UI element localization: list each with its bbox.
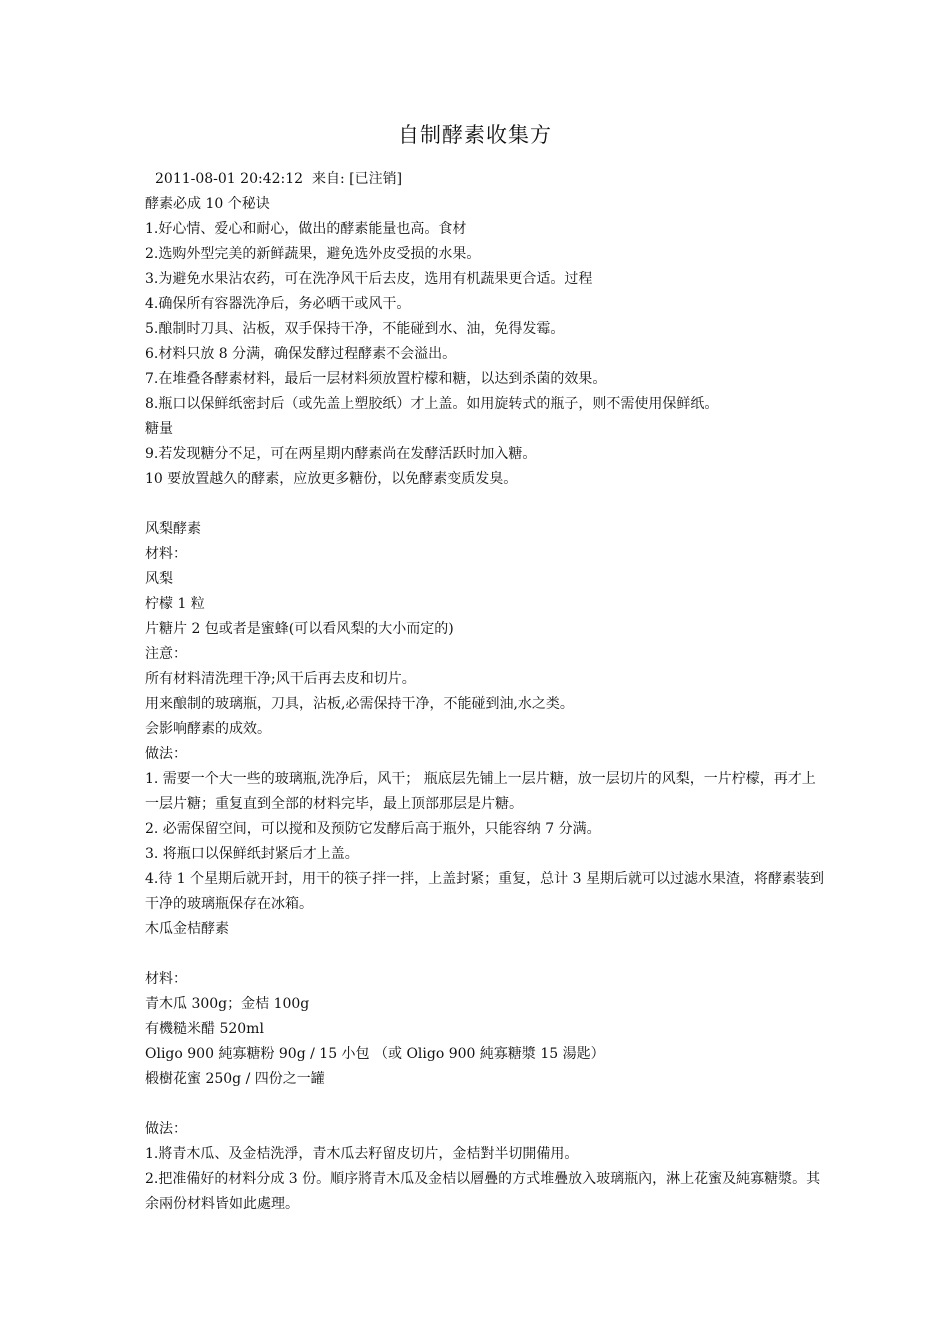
papaya-material: 椴樹花蜜 250g / 四份之一罐 xyxy=(145,1071,325,1087)
spacer xyxy=(145,1092,825,1117)
pineapple-material: 风梨 xyxy=(145,571,173,587)
pineapple-heading: 风梨酵素 xyxy=(145,521,201,537)
papaya-step: 1.將青木瓜、及金桔洗淨，青木瓜去籽留皮切片，金桔對半切開備用。 xyxy=(145,1146,579,1162)
secret-item: 9.若发现糖分不足，可在两星期内酵素尚在发酵活跃时加入糖。 xyxy=(145,446,537,462)
pineapple-note: 会影响酵素的成效。 xyxy=(145,721,271,737)
papaya-material: 青木瓜 300g；金桔 100g xyxy=(145,996,310,1012)
secret-item: 3.为避免水果沾农药，可在洗净风干后去皮，选用有机蔬果更合适。过程 xyxy=(145,271,593,287)
pineapple-step: 2. 必需保留空间，可以搅和及预防它发酵后高于瓶外，只能容纳 7 分满。 xyxy=(145,821,601,837)
pineapple-materials-label: 材料： xyxy=(145,546,187,562)
papaya-method-label: 做法： xyxy=(145,1121,187,1137)
secret-item: 4.确保所有容器洗净后，务必晒干或风干。 xyxy=(145,296,411,312)
document-body xyxy=(145,167,825,1217)
papaya-material: Oligo 900 純寡糖粉 90g / 15 小包 （或 Oligo 900 純寡糖漿 15 湯匙） xyxy=(145,1046,605,1062)
secret-item: 6.材料只放 8 分满，确保发酵过程酵素不会溢出。 xyxy=(145,346,457,362)
secret-item: 1.好心情、爱心和耐心，做出的酵素能量也高。食材 xyxy=(145,221,467,237)
pineapple-material: 柠檬 1 粒 xyxy=(145,596,205,612)
secret-item: 糖量 xyxy=(145,421,173,437)
pineapple-step: 3. 将瓶口以保鲜纸封紧后才上盖。 xyxy=(145,846,359,862)
post-source: 来自: [已注销] xyxy=(311,171,403,187)
pineapple-material: 片糖片 2 包或者是蜜蜂(可以看风梨的大小而定的) xyxy=(145,621,454,637)
pineapple-method-label: 做法： xyxy=(145,746,187,762)
spacer xyxy=(145,942,825,967)
post-meta xyxy=(145,167,825,192)
papaya-heading: 木瓜金桔酵素 xyxy=(145,921,229,937)
document-title: 自制酵素收集方 xyxy=(398,123,552,147)
pineapple-notes-label: 注意： xyxy=(145,646,187,662)
secret-item: 2.选购外型完美的新鲜蔬果，避免选外皮受损的水果。 xyxy=(145,246,481,262)
secret-item: 10 要放置越久的酵素，应放更多糖份，以免酵素变质发臭。 xyxy=(145,471,518,487)
pineapple-note: 用来酿制的玻璃瓶，刀具，沾板,必需保持干净，不能碰到油,水之类。 xyxy=(145,696,574,712)
papaya-step: 2.把准備好的材料分成 3 份。順序將青木瓜及金桔以層疊的方式堆疊放入玻璃瓶內，淋上花蜜及純寡糖漿。其余兩份材料皆如此處理。 xyxy=(145,1171,821,1212)
pineapple-step: 4.待 1 个星期后就开封，用干的筷子拌一拌，上盖封紧；重复，总计 3 星期后就可以过滤水果渣，将酵素装到干净的玻璃瓶保存在冰箱。 xyxy=(145,871,824,912)
papaya-material: 有機糙米醋 520ml xyxy=(145,1021,264,1037)
secret-item: 8.瓶口以保鲜纸密封后（或先盖上塑胶纸）才上盖。如用旋转式的瓶子，则不需使用保鲜纸。 xyxy=(145,396,719,412)
secrets-heading: 酵素必成 10 个秘诀 xyxy=(145,196,270,212)
spacer xyxy=(145,492,825,517)
secret-item: 5.酿制时刀具、沾板，双手保持干净，不能碰到水、油，免得发霉。 xyxy=(145,321,565,337)
secret-item: 7.在堆叠各酵素材料，最后一层材料须放置柠檬和糖，以达到杀菌的效果。 xyxy=(145,371,607,387)
papaya-materials-label: 材料： xyxy=(145,971,187,987)
pineapple-note: 所有材料清洗理干净;风干后再去皮和切片。 xyxy=(145,671,416,687)
post-timestamp: 2011-08-01 20:42:12 xyxy=(155,171,304,187)
pineapple-step: 1. 需要一个大一些的玻璃瓶,洗净后，风干； 瓶底层先铺上一层片糖，放一层切片的风梨，一片柠檬，再才上一层片糖；重复直到全部的材料完毕，最上顶部那层是片糖。 xyxy=(145,771,816,812)
